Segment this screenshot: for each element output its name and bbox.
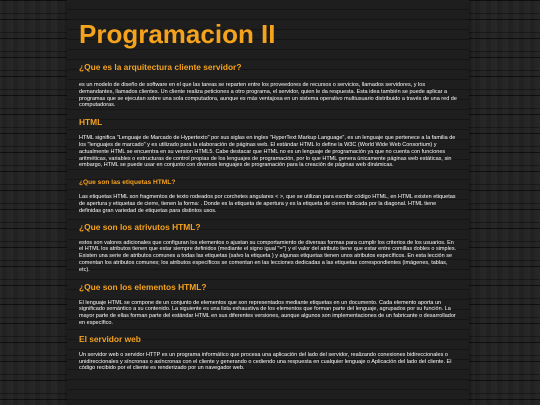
section-heading: ¿Que son los atrivutos HTML?: [79, 221, 201, 232]
section-servidor-web: [79, 334, 457, 372]
section-heading: ¿Que son los elementos HTML?: [79, 281, 207, 292]
section-heading: ¿Que es la arquitectura cliente servidor?: [79, 62, 242, 72]
section-etiquetas: [79, 178, 457, 214]
section-text: El lenguaje HTML se compone de un conjunto de elementos que son representados mediante etiquetas en un documento. Cada elemento aporta un significado semántico a su contenido. La siguiente es una lista exhaustiva de los elementos que forman parte del lenguaje, agrupados por su función. La mayor parte de ellas forman parte del estándar HTML en sus diferentes versiones, aunque algunos son implementaciones de un fabricante o desarrollador en específico.: [79, 299, 456, 326]
section-heading: ¿Que son las etiquetas HTML?: [79, 179, 176, 187]
page-title: Programacion II: [79, 19, 276, 49]
section-text: Un servidor web o servidor HTTP es un programa informático que procesa una aplicación del lado del servidor, realizando conexiones bidireccionales o unidireccionales y síncronas o asíncronas con el cliente y generando o cediendo una respuesta en cualquier lenguaje o Aplicación del lado del cliente. El código recibido por el cliente es renderizado por un navegador web.: [79, 351, 452, 372]
section-text: Las etiquetas HTML son fragmentos de texto rodeados por corchetes angulares < >, que se utilizan para escribir código HTML, en HTML existen etiquetas de apertura y etiquetas de cierre, tienen la forma: . Donde es la etiqueta de apertura y es la etiqueta de cierre indicada por la diagonal. HTML tiene definidas gran variedad de etiquetas para distintos usos.: [79, 194, 456, 214]
section-cliente-servidor: [79, 62, 457, 109]
main-content: [67, 0, 469, 372]
section-text: HTML significa "Lenguaje de Marcado de Hypertexto" por sus siglas en ingles "HyperText Markup Language", es un lenguaje que pertenece a la familia de los "lenguajes de marcado" y es utilizado para la elaboración de páginas web. El estándar HTML lo define la W3C (World Wide Web Consortium) y actualmente HTML se encuentra en su version HTML5. Cabe destacar que HTML no es un lenguaje de programación ya que no cuenta con funciones aritméticas, variables o estructuras de control propias de los lenguajes de programación, por lo que HTML genera únicamente páginas web estáticas, sin embargo, HTML se puede usar en conjunto con diversos lenguajes de programación para la creación de páginas web dinámicas.: [79, 135, 456, 169]
section-atributos: [79, 222, 457, 274]
page-container: [67, 0, 469, 405]
section-text: estos son valores adicionales que configuran los elementos o ajustan su comportamiento de diversas formas para cumplir los criterios de los usuarios. En el HTML los atributos tienen que estar siempre definidos (mediante el signo igual "=") y el valor del atributo tiene que estar entre comillas dobles o simples. Existen una serie de atributos comunes a todas las etiquetas (salvo la etiqueta ) y algunas etiquetas tienen unos atributos específicos. En esta lección se comentan los atributos comunes; los atributos específicos se comentan en las lecciones dedicadas a las etiquetas correspondientes (imágenes, tablas, etc).: [79, 239, 457, 273]
section-heading: HTML: [79, 117, 103, 128]
section-elementos: [79, 282, 457, 327]
section-text: es un modelo de diseño de software en el que las tareas se reparten entre los proveedores de recursos o servicios, llamados servidores, y los demandantes, llamados clientes. Un cliente realiza peticiones a otro programa, el servidor, quien le da respuesta. Esta idea también se puede aplicar a programas que se ejecutan sobre una sola computadora, aunque es más ventajosa en un sistema operativo multiusuario distribuido a través de una red de computadoras.: [79, 82, 457, 109]
section-heading: El servidor web: [79, 333, 141, 344]
section-html: [79, 117, 457, 169]
